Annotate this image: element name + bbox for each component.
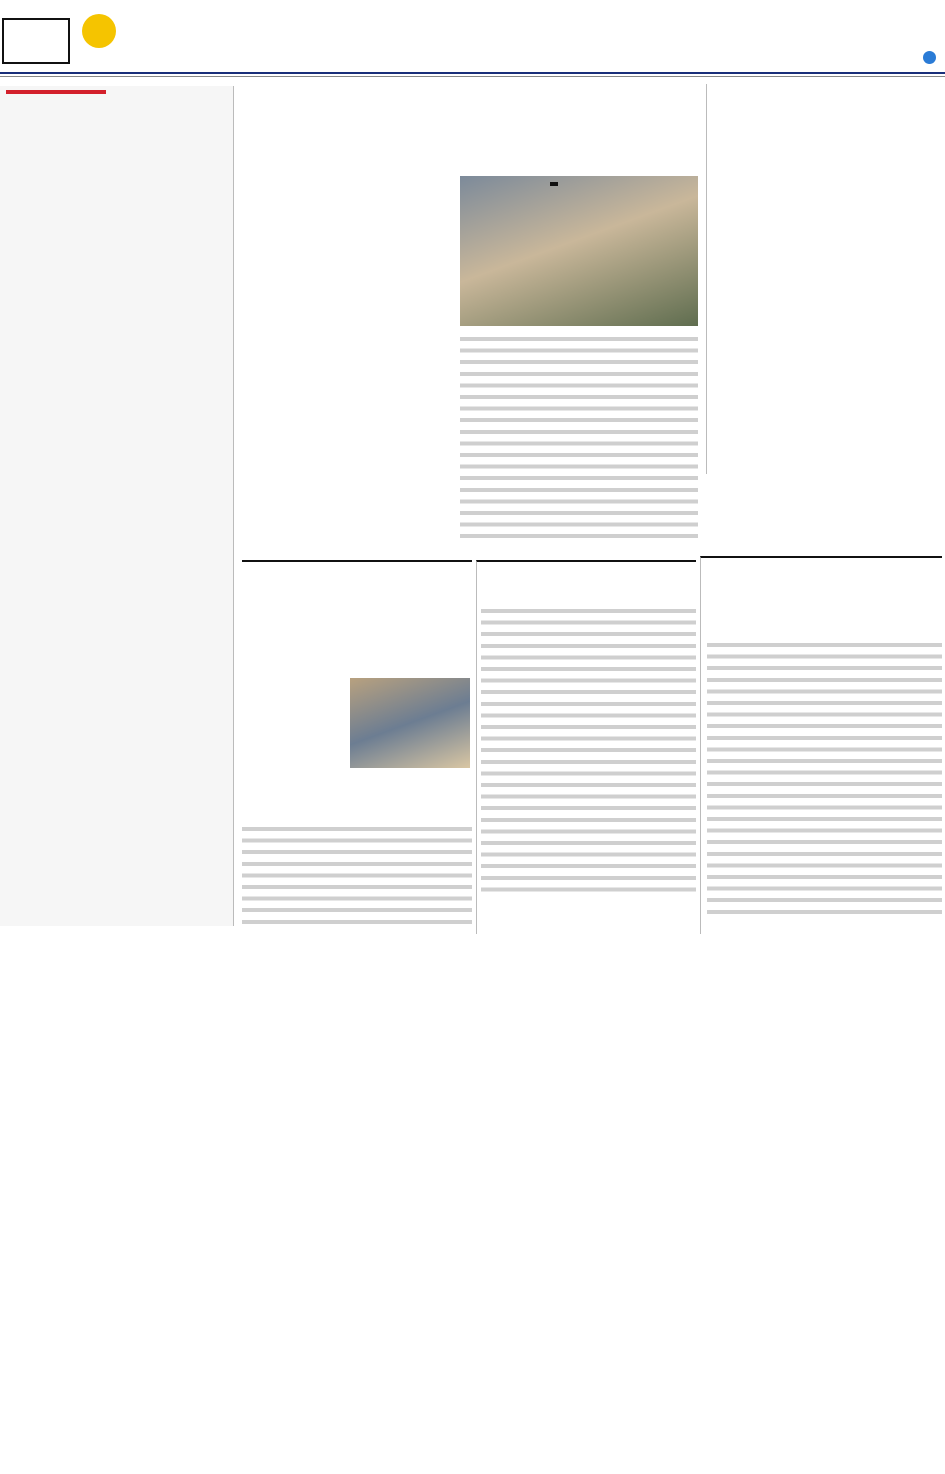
page-number bbox=[2, 18, 70, 64]
story-fake-docs bbox=[706, 84, 942, 474]
dm-complaints-body bbox=[242, 666, 346, 776]
sidebar-item bbox=[8, 248, 228, 350]
child-body-cont bbox=[707, 640, 942, 920]
story-kasturba bbox=[476, 560, 696, 934]
fake-docs-body bbox=[713, 88, 942, 388]
sidebar-label bbox=[6, 90, 106, 94]
sidebar-item bbox=[8, 520, 228, 670]
dm-complaints-photo bbox=[350, 678, 470, 768]
sidebar-ek-nazar bbox=[0, 86, 234, 926]
kasturba-body-cont bbox=[481, 606, 696, 896]
lead-body bbox=[242, 192, 452, 552]
sidebar-item bbox=[8, 350, 228, 520]
brand-logo-icon bbox=[82, 14, 116, 48]
header-rule-thin bbox=[0, 76, 945, 77]
sidebar-item bbox=[8, 116, 228, 248]
sidebar-items bbox=[8, 116, 228, 916]
story-dm-complaints-head bbox=[242, 560, 472, 664]
lead-photo-caption bbox=[550, 182, 558, 186]
child-body bbox=[707, 600, 942, 640]
lead-body-cont bbox=[460, 334, 698, 544]
website-link[interactable] bbox=[740, 50, 940, 64]
story-child bbox=[700, 596, 942, 934]
story-dm-complaints bbox=[242, 664, 472, 934]
lead-story bbox=[242, 84, 700, 554]
sidebar-item bbox=[8, 670, 228, 796]
kasturba-body bbox=[481, 566, 696, 606]
dm-complaints-box-body bbox=[242, 824, 472, 928]
sidebar-item bbox=[8, 796, 228, 906]
header-rule bbox=[0, 72, 945, 74]
globe-icon bbox=[923, 51, 936, 64]
lead-photo bbox=[460, 176, 698, 326]
